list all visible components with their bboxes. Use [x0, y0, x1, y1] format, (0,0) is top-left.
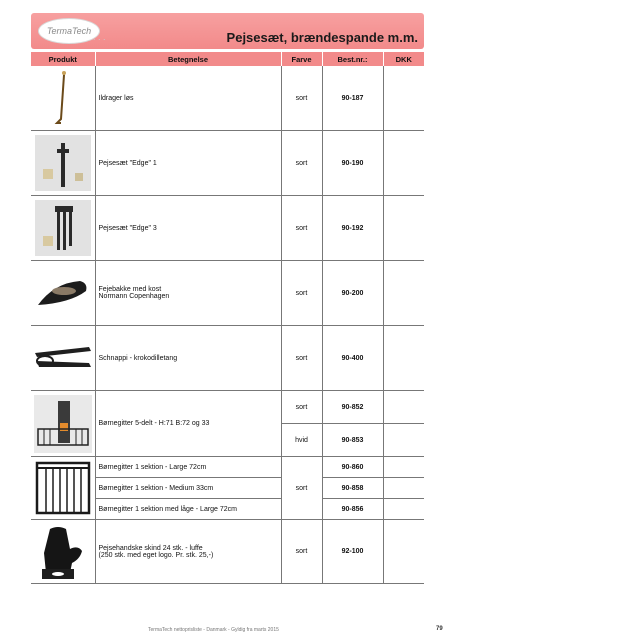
dustpan-icon — [34, 273, 92, 313]
product-number: 90-400 — [322, 326, 383, 391]
product-desc: Pejsehandske skind 24 stk. - luffe (250 stk. med eget logo. Pr. stk. 25,-) — [95, 520, 281, 584]
product-number: 90-852 — [322, 391, 383, 424]
product-image — [31, 520, 95, 584]
product-price — [383, 520, 424, 584]
col-produkt: Produkt — [31, 52, 95, 66]
termatech-logo: TermaTech — [38, 18, 100, 44]
product-desc: Schnappi - krokodilletang — [95, 326, 281, 391]
product-color: sort — [281, 457, 322, 520]
product-price — [383, 196, 424, 261]
table-row — [31, 326, 424, 391]
product-desc: Pejsesæt "Edge" 3 — [95, 196, 281, 261]
product-color: sort — [281, 196, 322, 261]
col-farve: Farve — [281, 52, 322, 66]
glove-icon — [36, 523, 90, 581]
page-header — [31, 13, 424, 49]
product-desc: Børnegitter 1 sektion - Large 72cm — [95, 457, 281, 478]
product-image — [31, 261, 95, 326]
table-row — [31, 457, 424, 478]
product-number: 90-187 — [322, 66, 383, 131]
product-image — [31, 66, 95, 131]
product-desc: Fejebakke med kost Normann Copenhagen — [95, 261, 281, 326]
product-number: 90-858 — [322, 478, 383, 499]
product-number: 90-856 — [322, 499, 383, 520]
table-row — [31, 261, 424, 326]
fireplace-tool-edge1-icon — [35, 135, 91, 191]
product-color: sort — [281, 66, 322, 131]
footer-text: TermaTech nettoprisliste - Danmark - Gyldig fra marts 2015 — [148, 627, 279, 633]
product-color: sort — [281, 520, 322, 584]
fireplace-tool-edge3-icon — [35, 200, 91, 256]
product-color: sort — [281, 391, 322, 424]
product-number: 92-100 — [322, 520, 383, 584]
product-desc: Børnegitter 5-delt - H:71 B:72 og 33 — [95, 391, 281, 457]
product-price — [383, 457, 424, 478]
col-dkk: DKK — [383, 52, 424, 66]
page-number: 79 — [436, 626, 443, 632]
product-image — [31, 457, 95, 520]
stove-gate-icon — [34, 395, 92, 453]
col-bestnr: Best.nr.: — [322, 52, 383, 66]
product-price — [383, 424, 424, 457]
product-image — [31, 391, 95, 457]
table-row — [31, 520, 424, 584]
product-desc: Pejsesæt "Edge" 1 — [95, 131, 281, 196]
logo-dots: . . . — [93, 32, 106, 42]
product-image — [31, 196, 95, 261]
product-number: 90-853 — [322, 424, 383, 457]
product-price — [383, 326, 424, 391]
table-row — [31, 66, 424, 131]
table-row — [31, 196, 424, 261]
table-row — [31, 131, 424, 196]
product-desc: Ildrager løs — [95, 66, 281, 131]
product-image — [31, 131, 95, 196]
product-color: sort — [281, 131, 322, 196]
price-table — [31, 52, 424, 584]
product-price — [383, 66, 424, 131]
product-number: 90-200 — [322, 261, 383, 326]
safety-gate-icon — [34, 459, 92, 517]
page-title: Pejsesæt, brændespande m.m. — [226, 30, 418, 45]
product-color: sort — [281, 326, 322, 391]
product-number: 90-860 — [322, 457, 383, 478]
product-image — [31, 326, 95, 391]
tongs-icon — [33, 341, 93, 375]
product-color: hvid — [281, 424, 322, 457]
product-number: 90-192 — [322, 196, 383, 261]
product-number: 90-190 — [322, 131, 383, 196]
poker-icon — [48, 69, 78, 127]
table-row — [31, 391, 424, 424]
product-color: sort — [281, 261, 322, 326]
product-price — [383, 499, 424, 520]
product-desc: Børnegitter 1 sektion - Medium 33cm — [95, 478, 281, 499]
product-desc: Børnegitter 1 sektion med låge - Large 72cm — [95, 499, 281, 520]
col-betegnelse: Betegnelse — [95, 52, 281, 66]
product-price — [383, 391, 424, 424]
product-price — [383, 131, 424, 196]
product-price — [383, 261, 424, 326]
table-header — [31, 52, 424, 66]
product-price — [383, 478, 424, 499]
